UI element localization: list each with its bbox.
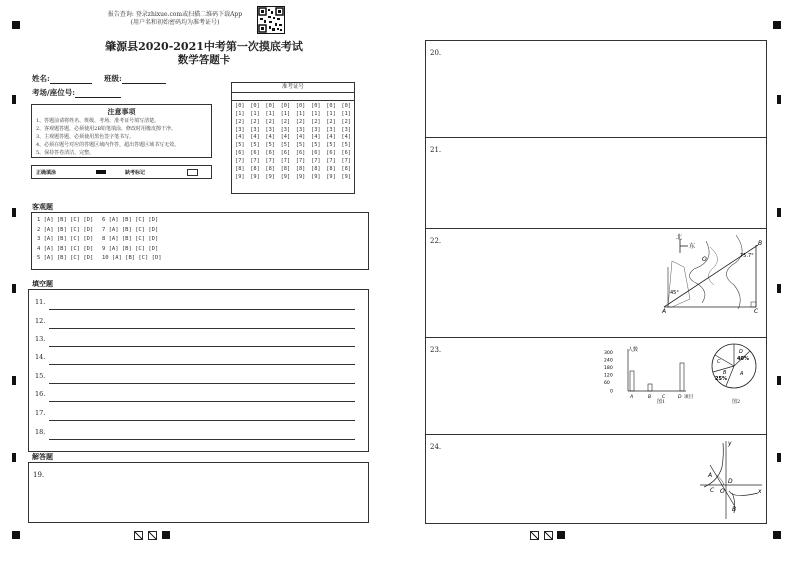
answer-box-21[interactable] [425,137,767,229]
exam-id-box [231,82,355,194]
fill-number-18: 18. [35,428,46,436]
fill-item-13[interactable] [35,335,365,349]
exam-id-digit-bubble[interactable]: [2] [280,118,291,125]
correct-fill-label: 正确填涂 [36,170,57,176]
exam-id-digit-bubble[interactable]: [0] [265,103,275,109]
answer-box-20[interactable] [425,40,767,138]
point-C-label: C [754,308,759,315]
bottom-slash-box-2 [148,531,157,540]
exam-id-digit-bubble[interactable]: [8] [295,165,306,172]
exam-id-digit-bubble[interactable]: [4] [280,134,291,141]
fill-line-11[interactable] [49,309,355,310]
fill-blank-box [28,289,369,452]
exam-id-digit-bubble[interactable]: [4] [235,134,245,141]
fill-sample-box [31,165,212,179]
fill-item-17[interactable] [35,409,365,423]
exam-id-header: 准考证号 [232,83,354,93]
fill-blank-section-title: 填空题 [32,279,53,288]
exam-id-digit-bubble[interactable]: [4] [295,134,306,141]
notice-line-1: 1、答题前请将姓名、班级、考场、准考证号填写清楚。 [36,118,160,124]
curve-upper-left [704,443,723,487]
bottom-slash-box-4 [544,531,553,540]
report-query-line2: (用户名和初始密码均为准考证号) [130,19,220,26]
exam-id-digit-bubble[interactable]: [2] [341,118,351,125]
notice-line-2: 2、客观题答题，必须使用2B铅笔填涂，修改时用橡皮擦干净。 [36,126,177,132]
seat-field[interactable] [32,87,121,98]
exam-id-digit-bubble[interactable]: [6] [280,150,291,157]
point-B-label: B [758,240,763,247]
pie-label-A: A [740,371,744,377]
name-field[interactable] [32,73,92,84]
exam-id-digit-bubble[interactable]: [6] [265,150,275,157]
fill-item-16[interactable] [35,390,365,404]
exam-id-digit-bubble[interactable]: [0] [250,103,260,109]
exam-id-digit-bubble[interactable]: [9] [265,173,275,180]
corner-mark-bottom-left [12,531,20,539]
side-mark-9 [777,376,781,385]
objective-row-6[interactable]: 6 [A] [B] [C] [D] [102,217,159,223]
point-B-label: B [732,506,737,513]
exam-id-column-6[interactable] [311,103,321,181]
objective-section-title: 客观题 [32,202,53,211]
absent-mark-label: 缺考标记 [125,170,146,176]
point-A-label: A [708,472,713,479]
exam-id-digit-bubble[interactable]: [2] [235,118,245,125]
figure-23-caption-2: 图2 [732,399,741,405]
qr-code [257,6,285,34]
exam-id-digit-bubble[interactable]: [5] [341,142,351,149]
x-axis-label: x [758,488,762,495]
east-label: 东 [689,243,696,250]
fill-line-13[interactable] [49,346,355,347]
exam-id-digit-bubble[interactable]: [2] [265,118,275,125]
ytick-60: 60 [604,381,610,386]
fill-number-14: 14. [35,353,46,361]
question-number-19: 19. [33,471,45,479]
ytick-240: 240 [604,358,613,364]
exam-title: 肇源县2020-2021中考第一次摸底考试 [105,40,303,53]
exam-id-digit-bubble[interactable]: [4] [311,134,321,141]
point-D-label: D [728,478,733,485]
exam-id-digit-bubble[interactable]: [8] [326,165,336,172]
pie-label-B-pct: 25% [715,376,727,382]
bar-A [630,371,634,391]
figure-23-pie-chart [709,341,759,391]
exam-id-digit-bubble[interactable]: [2] [295,118,306,125]
figure-24-graph [696,437,766,521]
fill-item-11[interactable] [35,298,365,312]
name-label: 姓名: [32,74,50,83]
ytick-300: 300 [604,351,613,356]
pie-label-D-pct: 40% [737,356,749,362]
objective-right-column[interactable] [102,216,162,264]
exam-id-digit-bubble[interactable]: [3] [235,126,245,133]
objective-row-3[interactable]: 3 [A] [B] [C] [D] [37,236,94,243]
exam-id-digit-bubble[interactable]: [7] [311,157,321,164]
notice-box [31,104,212,158]
exam-id-digit-bubble[interactable]: [5] [311,142,321,149]
objective-row-4[interactable]: 4 [A] [B] [C] [D] [37,245,94,252]
exam-id-column-2[interactable] [250,103,260,181]
exam-id-digit-bubble[interactable]: [0] [235,103,245,109]
exam-id-digit-bubble[interactable]: [1] [235,110,245,117]
fill-line-16[interactable] [49,401,355,402]
north-label: 北 [676,234,683,241]
class-field[interactable] [104,73,166,84]
corner-mark-top-right [773,21,781,29]
angle-bottom-label: 45° [670,290,679,296]
question-number-23: 23. [430,346,442,354]
question-number-20: 20. [430,49,442,57]
exam-id-digit-bubble[interactable]: [6] [326,150,336,157]
seat-label: 考场/座位号: [32,88,76,97]
exam-id-column-8[interactable] [341,103,351,181]
bottom-mark-right [557,531,565,539]
exam-id-digit-bubble[interactable]: [1] [280,110,291,117]
exam-id-column-4[interactable] [281,103,291,181]
question-number-24: 24. [430,443,442,451]
exam-id-digit-bubble[interactable]: [4] [326,134,336,141]
report-query-note [100,11,250,27]
exam-id-digit-bubble[interactable]: [3] [341,126,351,133]
exam-id-digit-bubble[interactable]: [3] [250,126,260,133]
exam-id-digit-bubble[interactable]: [9] [250,173,260,180]
exam-id-digit-bubble[interactable]: [3] [326,126,336,133]
bar-xlabel: 项目 [684,395,694,400]
side-mark-8 [777,284,781,293]
pie-label-B: B [723,370,727,376]
fill-number-12: 12. [35,317,46,325]
exam-id-digit-bubble[interactable]: [6] [341,150,351,157]
side-mark-6 [777,95,781,104]
exam-id-digit-bubble[interactable]: [5] [265,142,275,149]
exam-id-digit-bubble[interactable]: [6] [250,150,260,157]
fill-number-11: 11. [35,298,46,306]
fill-line-15[interactable] [49,383,355,384]
objective-row-5[interactable]: 5 [A] [B] [C] [D] [37,255,94,262]
fill-item-14[interactable] [35,353,365,367]
exam-id-digit-bubble[interactable]: [7] [265,157,275,164]
class-label: 班级: [104,74,122,83]
exam-subtitle: 数学答题卡 [177,54,231,66]
pie-label-D: D [739,349,743,355]
objective-left-column[interactable] [37,216,93,264]
exam-id-digit-bubble[interactable]: [3] [295,126,306,133]
corner-mark-bottom-right [773,531,781,539]
report-query-line1: 报告查询: 登录zhixue.com或扫描二维码下载App [107,11,243,18]
exam-id-digit-bubble[interactable]: [2] [311,118,321,125]
fill-item-18[interactable] [35,428,365,442]
figure-23-caption-1: 图1 [657,399,666,405]
point-O-label: O [720,488,725,495]
correct-fill-sample [96,170,106,174]
exam-id-digit-bubble[interactable]: [7] [295,157,306,164]
exam-id-digit-bubble[interactable]: [8] [311,165,321,172]
notice-title: 注意事项 [107,107,136,116]
y-axis-label: y [728,440,732,447]
answer-box-19[interactable] [28,462,369,523]
bar-D [680,363,684,391]
objective-row-1[interactable]: 1 [A] [B] [C] [D] [37,217,94,223]
exam-id-digit-bubble[interactable]: [5] [250,142,260,149]
fill-number-16: 16. [35,390,46,398]
exam-id-digit-bubble[interactable]: [7] [250,157,260,164]
class-underline[interactable] [122,75,166,84]
answer-box-24[interactable] [425,434,767,524]
objective-box [31,212,369,270]
point-O-label: O [702,256,707,263]
name-underline[interactable] [50,75,92,84]
question-number-22: 22. [430,237,442,245]
side-mark-7 [777,208,781,217]
exam-id-digit-bubble[interactable]: [0] [280,103,291,109]
ytick-180: 180 [604,366,613,371]
fill-line-14[interactable] [49,364,355,365]
ytick-0: 0 [610,389,613,395]
question-number-21: 21. [430,146,442,154]
exam-id-digit-bubble[interactable]: [0] [326,103,336,109]
absent-mark-checkbox[interactable] [187,169,198,176]
exam-id-digit-bubble[interactable]: [1] [265,110,275,117]
angle-top-label: 75.7° [740,253,754,259]
exam-id-digit-bubble[interactable]: [8] [250,165,260,172]
objective-row-10[interactable]: 10 [A] [B] [C] [D] [102,255,162,262]
exam-id-digit-bubble[interactable]: [4] [341,134,351,141]
fill-number-17: 17. [35,409,46,417]
objective-row-8[interactable]: 8 [A] [B] [C] [D] [102,236,159,243]
notice-line-3: 3、主观题答题，必须使用黑色签字笔书写。 [36,134,135,140]
fill-line-18[interactable] [49,439,355,440]
exam-id-digit-bubble[interactable]: [7] [280,157,291,164]
xcat-A: A [630,395,634,400]
answer-box-22[interactable] [425,228,767,338]
pie-label-C: C [717,359,721,365]
side-mark-4 [12,376,16,385]
bar-ylabel: 人数 [628,347,639,353]
ytick-120: 120 [604,373,613,379]
xcat-D: D [678,395,682,400]
exam-id-column-5[interactable] [296,103,306,181]
exam-id-column-7[interactable] [326,103,336,181]
exam-id-digit-bubble[interactable]: [0] [311,103,321,109]
exam-id-digit-bubble[interactable]: [7] [235,157,245,164]
exam-id-digit-bubble[interactable]: [5] [326,142,336,149]
exam-id-digit-bubble[interactable]: [2] [326,118,336,125]
objective-row-7[interactable]: 7 [A] [B] [C] [D] [102,226,159,233]
exam-id-digit-bubble[interactable]: [2] [250,118,260,125]
fill-line-17[interactable] [49,420,355,421]
exam-id-digit-bubble[interactable]: [5] [295,142,306,149]
exam-id-digit-bubble[interactable]: [9] [311,173,321,180]
bottom-slash-box-1 [134,531,143,540]
exam-id-digit-bubble[interactable]: [1] [326,110,336,117]
exam-id-digit-bubble[interactable]: [8] [265,165,275,172]
exam-id-digit-bubble[interactable]: [1] [341,110,351,117]
exam-id-digit-bubble[interactable]: [6] [311,150,321,157]
corner-mark-top-left [12,21,20,29]
fill-item-12[interactable] [35,317,365,331]
bar-y-ticks [604,350,613,395]
notice-line-4: 4、必须在题号对应的答题区域内作答，超出答题区域书写无效。 [36,142,180,148]
notice-line-5: 5、保持答卷清洁、完整。 [36,150,95,156]
exam-id-digit-bubble[interactable]: [0] [295,103,306,109]
exam-id-digit-bubble[interactable]: [9] [235,173,245,180]
exam-id-digit-bubble[interactable]: [7] [341,157,351,164]
exam-id-digit-bubble[interactable]: [9] [341,173,351,180]
side-mark-1 [12,95,16,104]
exam-id-digit-bubble[interactable]: [5] [280,142,291,149]
side-mark-5 [12,453,16,462]
bottom-mark-left [162,531,170,539]
exam-id-digit-bubble[interactable]: [3] [265,126,275,133]
exam-id-digit-bubble[interactable]: [3] [280,126,291,133]
side-mark-2 [12,208,16,217]
exam-id-column-3[interactable] [265,103,275,181]
exam-id-digit-bubble[interactable]: [9] [326,173,336,180]
curve-lower-right [729,491,758,496]
exam-id-column-1[interactable] [235,103,245,181]
side-mark-3 [12,284,16,293]
exam-id-digit-bubble[interactable]: [8] [280,165,291,172]
exam-id-digit-bubble[interactable]: [6] [235,150,245,157]
seat-underline[interactable] [75,89,121,98]
fill-number-13: 13. [35,335,46,343]
answer-box-23[interactable] [425,337,767,435]
exam-id-digit-bubble[interactable]: [9] [295,173,306,180]
side-mark-10 [777,453,781,462]
exam-id-digit-bubble[interactable]: [1] [311,110,321,117]
bar-B [648,384,652,391]
point-C-label: C [710,487,715,494]
point-A-label: A [662,308,667,315]
fill-number-15: 15. [35,372,46,380]
exam-id-digit-bubble[interactable]: [9] [280,173,291,180]
figure-23-bar-chart [600,343,692,403]
exam-id-digit-bubble[interactable]: [6] [295,150,306,157]
bottom-slash-box-3 [530,531,539,540]
exam-id-digit-bubble[interactable]: [0] [341,103,351,109]
answer-section-title: 解答题 [32,452,53,461]
figure-22-map [654,231,766,313]
objective-row-9[interactable]: 9 [A] [B] [C] [D] [102,245,159,252]
exam-id-digit-bubble[interactable]: [3] [311,126,321,133]
xcat-C: C [662,395,666,400]
pie-divider-4 [726,366,734,386]
exam-id-digit-bubble[interactable]: [8] [341,165,351,172]
exam-id-digit-bubble[interactable]: [7] [326,157,336,164]
exam-id-digit-bubble[interactable]: [1] [295,110,306,117]
fill-line-12[interactable] [49,328,355,329]
exam-id-digit-bubble[interactable]: [4] [250,134,260,141]
exam-id-digit-bubble[interactable]: [5] [235,142,245,149]
fill-item-15[interactable] [35,372,365,386]
objective-row-2[interactable]: 2 [A] [B] [C] [D] [37,226,94,233]
exam-id-digit-bubble[interactable]: [4] [265,134,275,141]
exam-id-input-row[interactable] [232,93,354,101]
xcat-B: B [648,395,652,400]
exam-id-digit-bubble[interactable]: [1] [250,110,260,117]
exam-id-digit-bubble[interactable]: [8] [235,165,245,172]
